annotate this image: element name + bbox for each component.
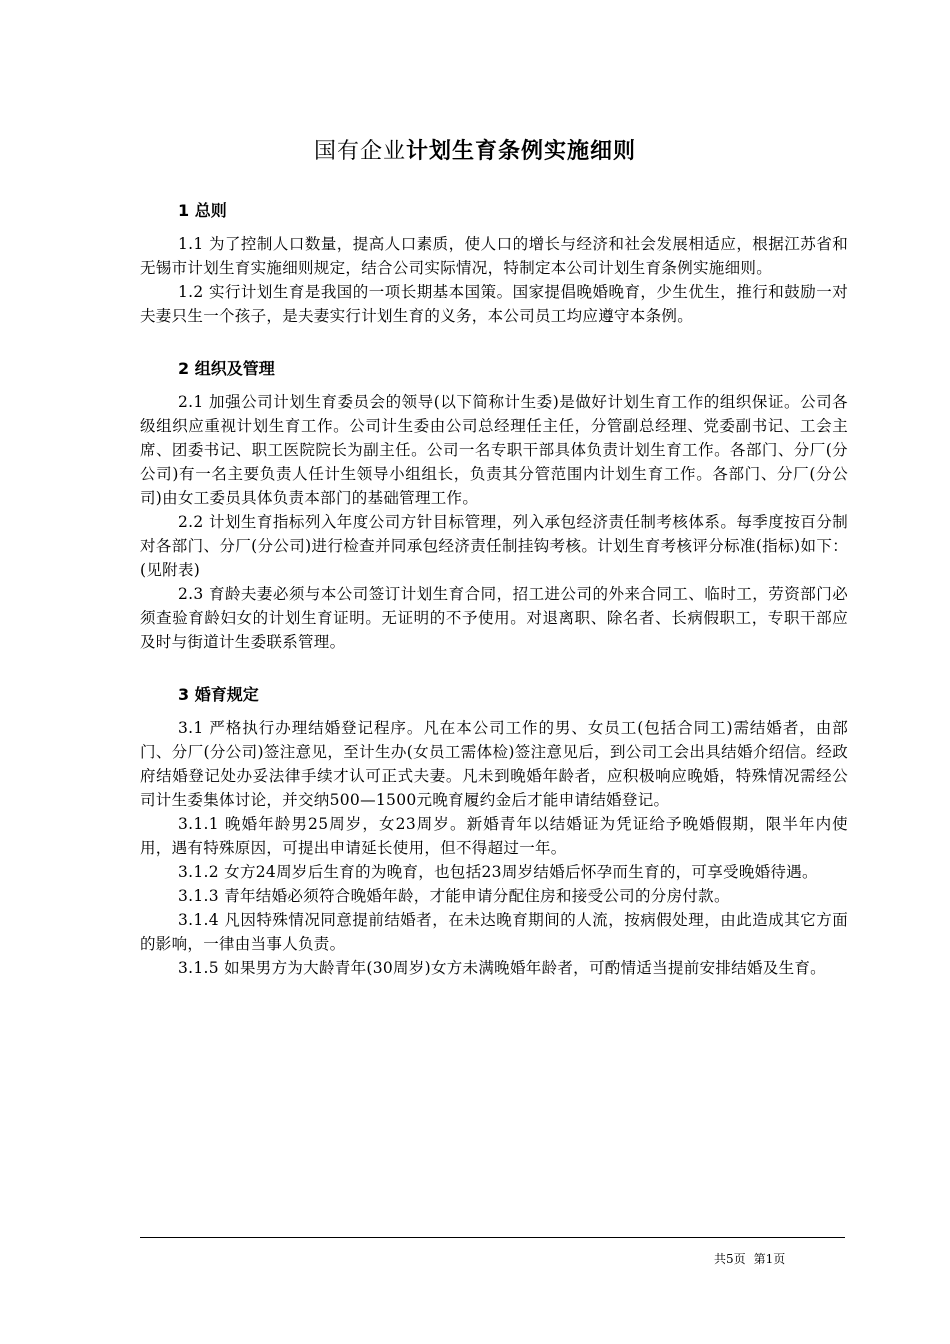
footer-divider [140, 1237, 845, 1238]
paragraph: 3.1.1 晚婚年龄男25周岁，女23周岁。新婚青年以结婚证为凭证给予晚婚假期，限半年内使用，遇有特殊原因，可提出申请延长使用，但不得超过一年。 [140, 815, 848, 857]
paragraph: 3.1 严格执行办理结婚登记程序。凡在本公司工作的男、女员工(包括合同工)需结婚者，由部门、分厂(分公司)签注意见，至计生办(女员工需体检)签注意见后，到公司工会出具结婚介绍信。经政府结婚登记处办妥法律手续才认可正式夫妻。凡未到晚婚年龄者，应积极响应晚婚，特殊情况需经公司计生委集体讨论，并交纳500—1500元晚育履约金后才能申请结婚登记。 [140, 719, 848, 809]
paragraph: 1.1 为了控制人口数量，提高人口素质，使人口的增长与经济和社会发展相适应，根据江苏省和无锡市计划生育实施细则规定，结合公司实际情况，特制定本公司计划生育条例实施细则。 [140, 235, 848, 277]
paragraph: 2.3 育龄夫妻必须与本公司签订计划生育合同，招工进公司的外来合同工、临时工，劳资部门必须查验育龄妇女的计划生育证明。无证明的不予使用。对退离职、除名者、长病假职工，专职干部应及时与街道计生委联系管理。 [140, 585, 848, 651]
total-pages: 共5页 [714, 1252, 746, 1266]
section-organization [140, 358, 848, 654]
current-page: 第1页 [753, 1252, 786, 1266]
section-heading: 1 总则 [178, 201, 227, 220]
paragraph: 2.2 计划生育指标列入年度公司方针目标管理，列入承包经济责任制考核体系。每季度按百分制对各部门、分厂(分公司)进行检查并同承包经济责任制挂钩考核。计划生育考核评分标准(指标)如下：(见附表) [140, 513, 848, 579]
paragraph: 2.1 加强公司计划生育委员会的领导(以下简称计生委)是做好计划生育工作的组织保证。公司各级组织应重视计划生育工作。公司计生委由公司总经理任主任，分管副总经理、党委副书记、工会主席、团委书记、职工医院院长为副主任。公司一名专职干部具体负责计划生育工作。各部门、分厂(分公司)有一名主要负责人任计生领导小组组长，负责其分管范围内计划生育工作。各部门、分厂(分公司)由女工委员具体负责本部门的基础管理工作。 [140, 393, 848, 507]
section-heading: 3 婚育规定 [178, 685, 259, 704]
paragraph: 1.2 实行计划生育是我国的一项长期基本国策。国家提倡晚婚晚育，少生优生，推行和鼓励一对夫妻只生一个孩子，是夫妻实行计划生育的义务，本公司员工均应遵守本条例。 [140, 283, 848, 325]
document-body [140, 200, 848, 980]
paragraph: 3.1.2 女方24周岁后生育的为晚育，也包括23周岁结婚后怀孕而生育的，可享受晚婚待遇。 [178, 863, 818, 881]
paragraph: 3.1.4 凡因特殊情况同意提前结婚者，在未达晚育期间的人流，按病假处理，由此造成其它方面的影响，一律由当事人负责。 [140, 911, 848, 953]
page-footer [714, 1250, 785, 1267]
paragraph: 3.1.3 青年结婚必须符合晚婚年龄，才能申请分配住房和接受公司的分房付款。 [178, 887, 730, 905]
title-prefix: 国有企业 [313, 139, 406, 164]
document-title [0, 134, 950, 165]
section-general [140, 200, 848, 328]
section-marriage-rules [140, 684, 848, 980]
section-heading: 2 组织及管理 [178, 359, 275, 378]
paragraph: 3.1.5 如果男方为大龄青年(30周岁)女方未满晚婚年龄者，可酌情适当提前安排结婚及生育。 [178, 959, 826, 977]
title-main: 计划生育条例实施细则 [406, 139, 637, 164]
